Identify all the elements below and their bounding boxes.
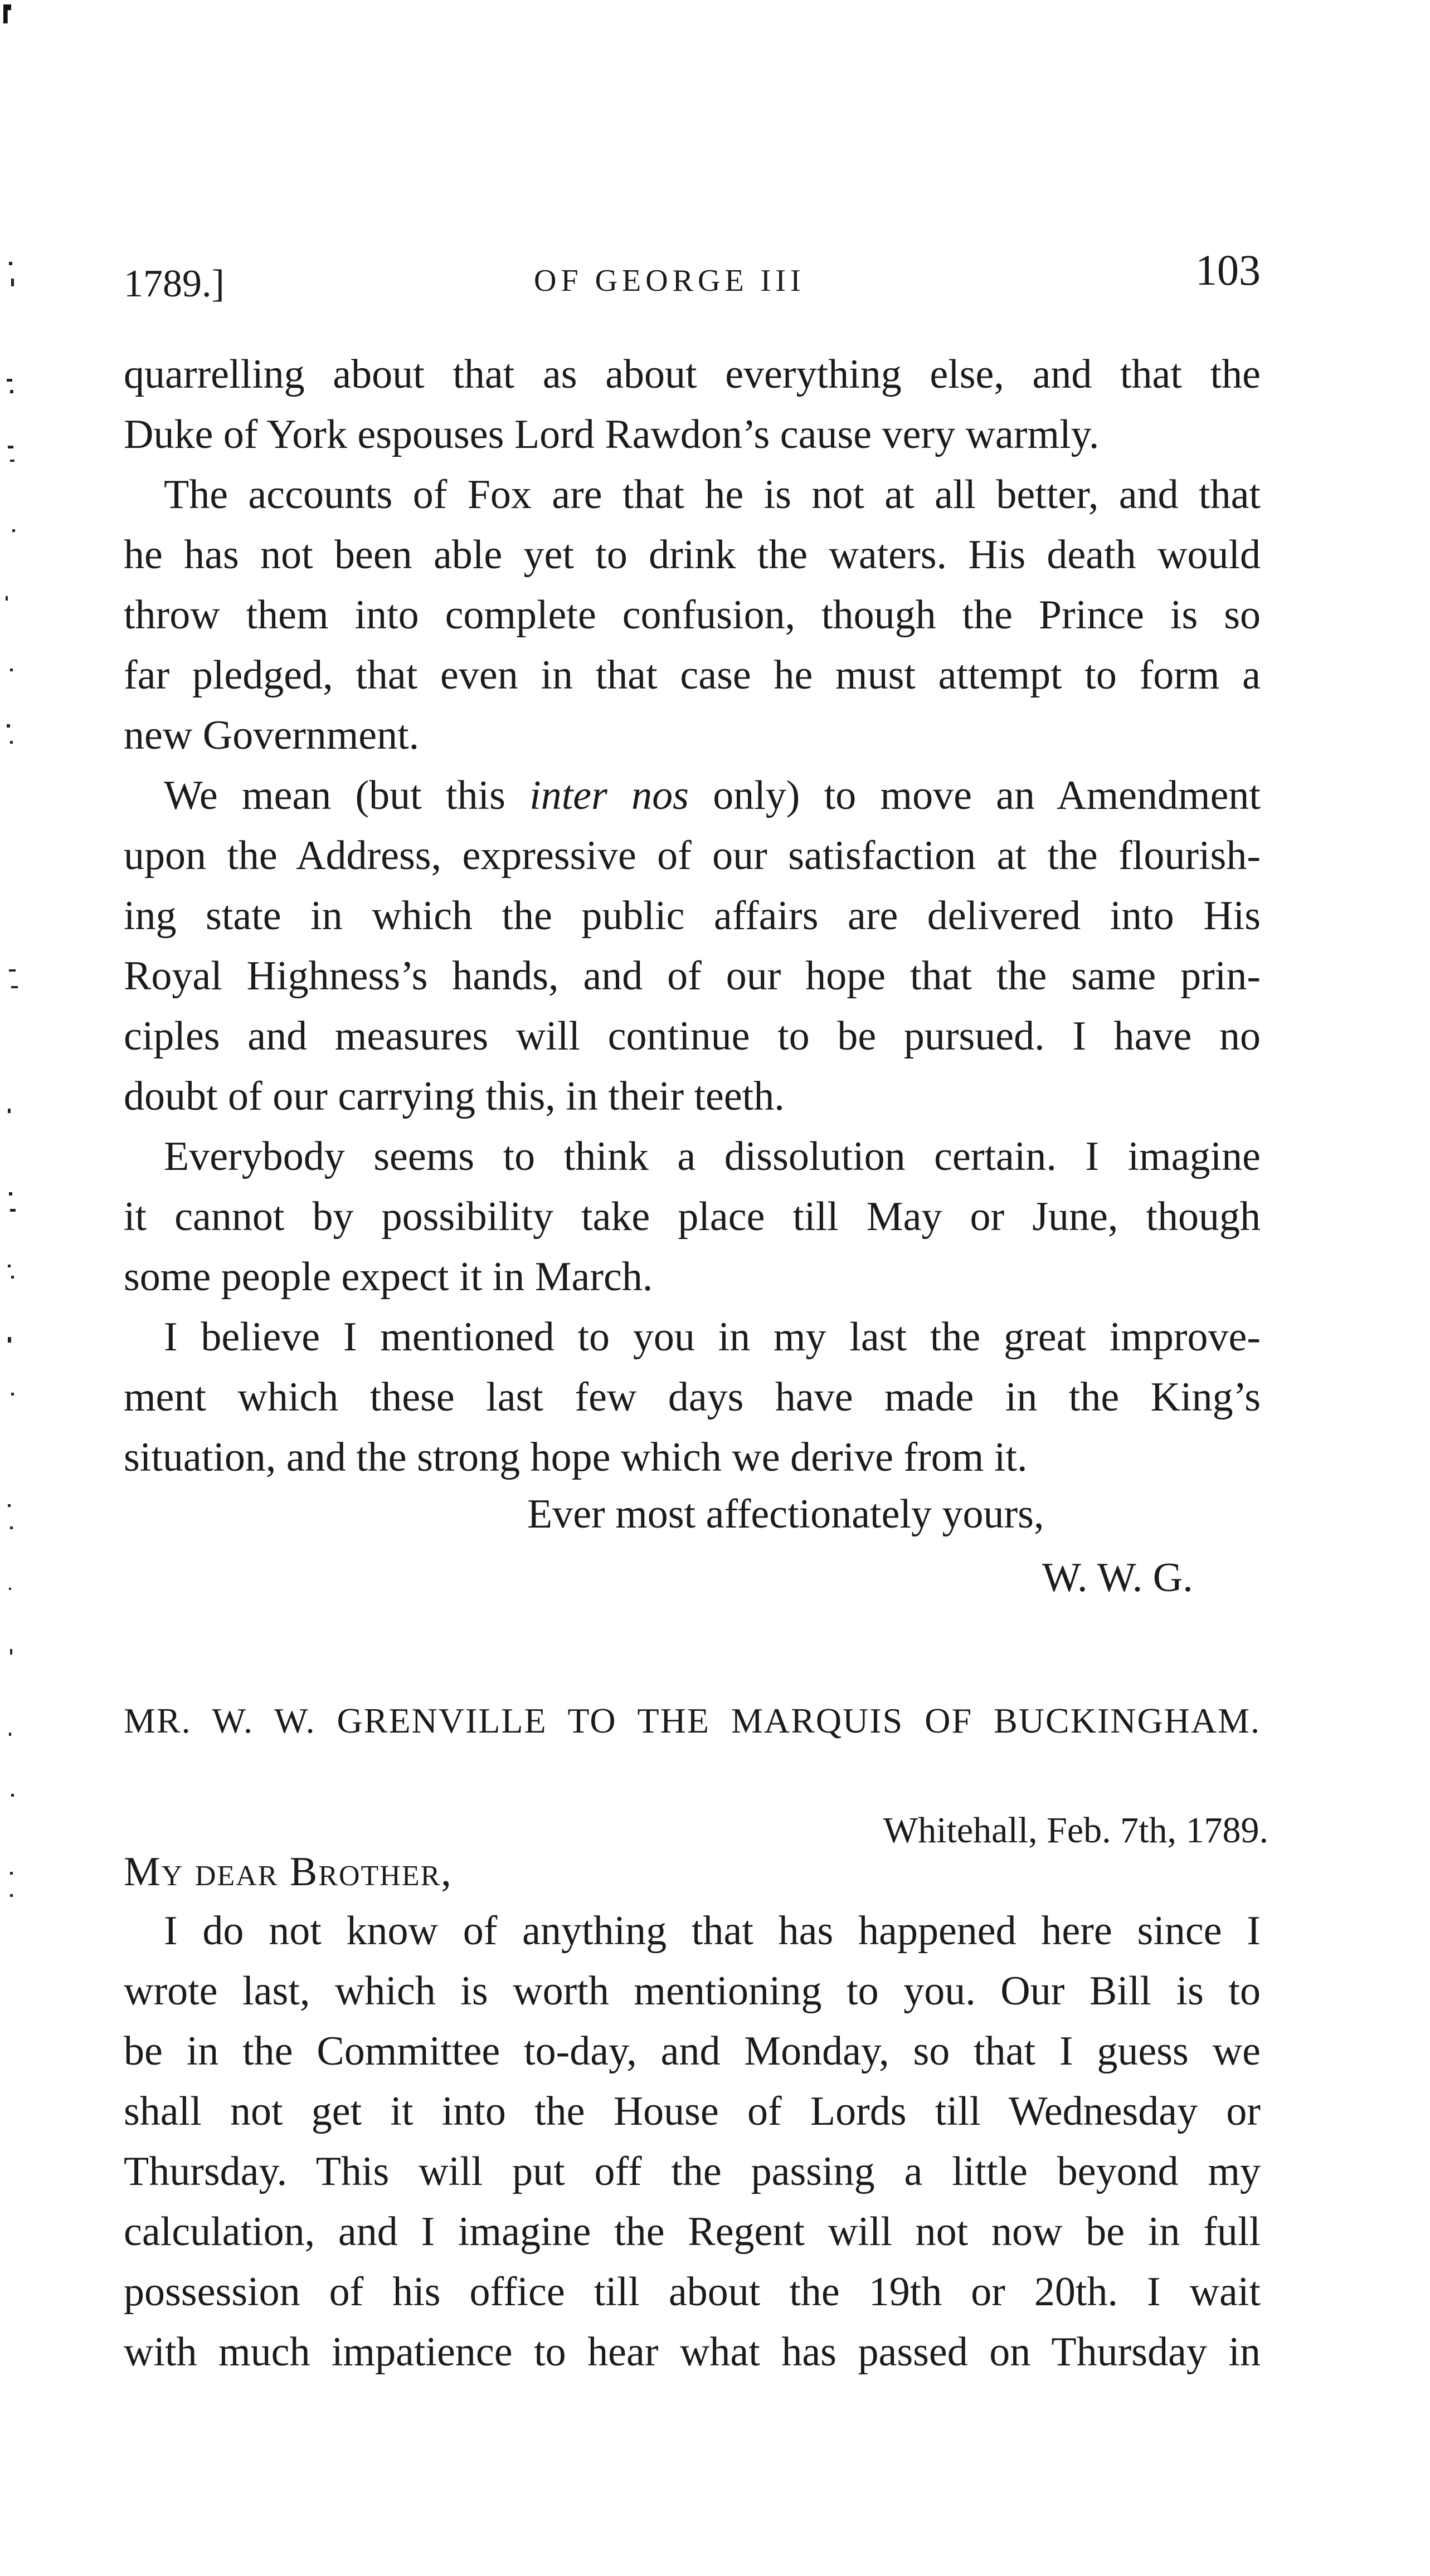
text-line: new Government. (124, 713, 420, 758)
closing-phrase: Ever most affectionately yours, (527, 1491, 1044, 1537)
text-line: quarrelling about that as about everything else, and that the (124, 352, 1261, 397)
text-line: some people expect it in March. (124, 1254, 653, 1300)
text-span: We mean (but this (164, 773, 530, 818)
text-line: calculation, and I imagine the Regent will not now be in full (124, 2209, 1261, 2255)
text-line: possession of his office till about the 19th or 20th. I wait (124, 2269, 1261, 2315)
text-line: Everybody seems to think a dissolution certain. I imagine (164, 1134, 1261, 1179)
letter-heading: MR. W. W. GRENVILLE TO THE MARQUIS OF BUCKINGHAM. (124, 1701, 1261, 1740)
text-line: he has not been able yet to drink the waters. His death would (124, 532, 1261, 578)
dateline: Whitehall, Feb. 7th, 1789. (883, 1810, 1268, 1851)
text-line: doubt of our carrying this, in their teeth. (124, 1074, 785, 1119)
italic-phrase: inter nos (529, 773, 689, 818)
header-year: 1789.] (124, 262, 225, 305)
letter-1-body (124, 344, 1261, 1487)
running-header (124, 246, 1261, 318)
text-line: ing state in which the public affairs are delivered into His (124, 893, 1261, 939)
text-line: ciples and measures will continue to be pursued. I have no (124, 1013, 1261, 1059)
text-span: only) to move an Amendment (688, 773, 1261, 818)
salutation: My dear Brother, (124, 1849, 453, 1895)
running-title: OF GEORGE III (534, 264, 805, 298)
text-line: far pledged, that even in that case he must attempt to form a (124, 652, 1261, 698)
text-line: I do not know of anything that has happened here since I (164, 1908, 1261, 1954)
signature: W. W. G. (1042, 1555, 1193, 1601)
letter-2-body (124, 1901, 1261, 2382)
text-line-with-italic (124, 765, 1261, 826)
text-line: throw them into complete confusion, though the Prince is so (124, 592, 1261, 638)
text-line: Thursday. This will put off the passing a little beyond my (124, 2149, 1261, 2194)
text-line: Royal Highness’s hands, and of our hope that the same prin- (124, 953, 1261, 999)
text-line: The accounts of Fox are that he is not at all better, and that (164, 472, 1261, 518)
scan-corner-mark (3, 4, 11, 23)
text-line: ment which these last few days have made in the King’s (124, 1374, 1261, 1420)
text-line: shall not get it into the House of Lords till Wednesday or (124, 2089, 1261, 2134)
text-line: I believe I mentioned to you in my last the great improve- (164, 1314, 1261, 1360)
text-line: with much impatience to hear what has passed on Thursday in (124, 2329, 1261, 2375)
text-line: wrote last, which is worth mentioning to you. Our Bill is to (124, 1968, 1261, 2014)
text-line: it cannot by possibility take place till May or June, though (124, 1194, 1261, 1240)
page-number: 103 (1195, 246, 1261, 294)
text-line: situation, and the strong hope which we derive from it. (124, 1435, 1028, 1480)
text-line: upon the Address, expressive of our satisfaction at the flourish- (124, 833, 1261, 879)
text-line: Duke of York espouses Lord Rawdon’s cause very warmly. (124, 412, 1100, 457)
text-line: be in the Committee to-day, and Monday, so that I guess we (124, 2028, 1261, 2074)
